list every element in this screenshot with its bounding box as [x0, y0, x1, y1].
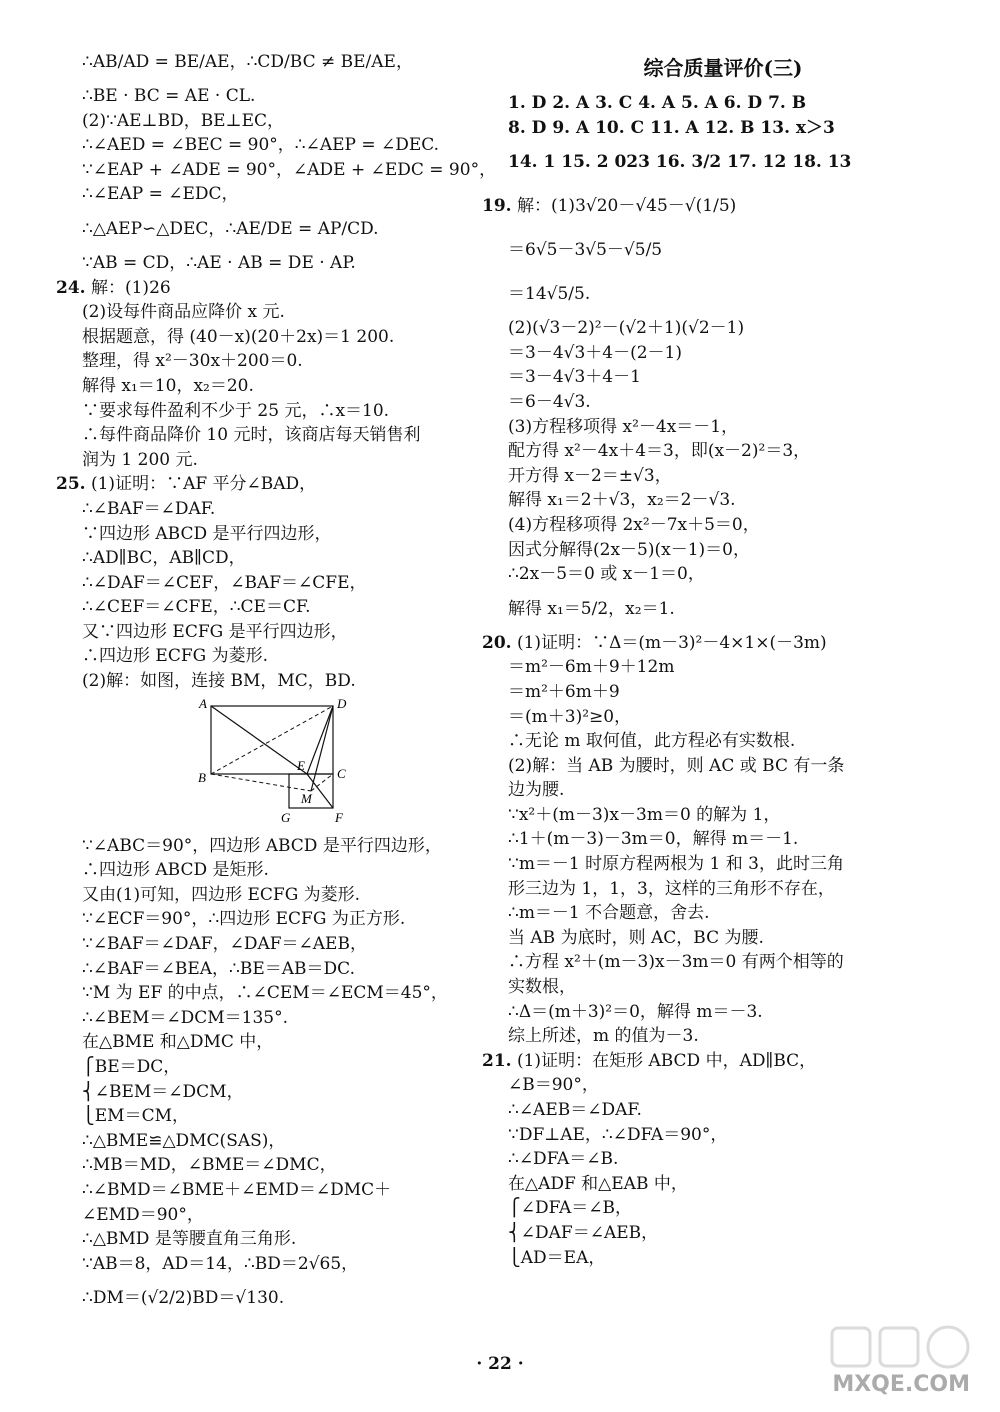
label-D: D — [337, 697, 347, 711]
text-line: ＝6－4√3. — [508, 391, 591, 412]
text-line: ∴∠DFA＝∠B. — [508, 1149, 619, 1170]
text-line: 根据题意，得 (40－x)(20＋2x)＝1 200. — [82, 326, 395, 347]
text-line: (1)证明：∵AF 平分∠BAD， — [90, 474, 317, 495]
answer-key-line: 14. 1 15. 2 023 16. 3/2 17. 12 18. 13 — [508, 152, 852, 173]
text-line: ∴四边形 ECFG 为菱形. — [82, 646, 269, 667]
label-A: A — [199, 697, 207, 711]
text-line: ∴△BME≌△DMC(SAS)， — [82, 1130, 286, 1151]
question-21 — [482, 1049, 938, 1270]
text-line: (3)方程移项得 x²－4x＝－1， — [508, 416, 739, 437]
text-line: ∴DM＝(√2/2)BD＝√130. — [82, 1288, 285, 1309]
question-number: 25. — [56, 474, 86, 495]
text-line: ∴∠CEF＝∠CFE，∴CE＝CF. — [82, 597, 311, 618]
text-line: 在△BME 和△DMC 中， — [82, 1032, 274, 1053]
text-line: ∵x²＋(m－3)x－3m＝0 的解为 1， — [508, 804, 781, 825]
text-line: ＝6√5－3√5－√5/5 — [508, 240, 663, 261]
text-line: ∴MB＝MD，∠BME＝∠DMC， — [82, 1155, 337, 1176]
text-line: ∵四边形 ABCD 是平行四边形， — [82, 523, 332, 544]
text-line: 解得 x₁＝10，x₂＝20. — [82, 375, 254, 396]
text-line: (2)(√3－2)²－(√2＋1)(√2－1) — [508, 318, 745, 339]
text-line: ∵AB＝8，AD＝14，∴BD＝2√65， — [82, 1253, 359, 1274]
text-line: ⎧∠DFA＝∠B， — [508, 1198, 632, 1219]
text-line: ∴∠BMD＝∠BME＋∠EMD＝∠DMC＋ — [82, 1179, 392, 1200]
text-line: (1)证明：∵Δ＝(m－3)²－4×1×(－3m) — [516, 632, 827, 653]
text-line: ∠B＝90°， — [508, 1075, 599, 1096]
text-line: ∴∠EAP = ∠EDC， — [82, 184, 239, 205]
page-number: · 22 · — [476, 1354, 524, 1374]
text-line: ⎧BE＝DC， — [82, 1057, 181, 1077]
text-line: ∵M 为 EF 的中点，∴∠CEM＝∠ECM＝45°， — [82, 983, 448, 1004]
text-line: ∠EMD＝90°， — [82, 1204, 204, 1225]
watermark-text: MXQE.COM — [832, 1372, 970, 1397]
text-line: ∴∠DAF＝∠CEF，∠BAF＝∠CFE， — [82, 572, 367, 593]
text-line: (2)解：如图，连接 BM，MC，BD. — [82, 671, 356, 692]
text-line: ⎨∠DAF＝∠AEB， — [508, 1222, 659, 1243]
question-number: 20. — [482, 632, 512, 653]
text-line: ⎩AD＝EA， — [508, 1247, 606, 1268]
text-line: 开方得 x－2＝±√3， — [508, 465, 672, 486]
geometry-figure — [197, 698, 357, 826]
text-line: ∵∠ECF＝90°，∴四边形 ECFG 为正方形. — [82, 909, 406, 930]
text-line: ∴∠BAF＝∠BEA，∴BE＝AB＝DC. — [82, 958, 355, 979]
label-M: M — [301, 790, 312, 806]
text-line: ∴2x－5＝0 或 x－1＝0， — [508, 564, 705, 585]
text-line: ∴每件商品降价 10 元时，该商店每天销售利 — [82, 425, 421, 446]
question-20 — [482, 631, 938, 1049]
text-line: ∴△AEP∽△DEC，∴AE/DE = AP/CD. — [82, 218, 379, 239]
text-line: ＝m²＋6m＋9 — [508, 681, 620, 702]
text-line: ∴方程 x²＋(m－3)x－3m＝0 有两个相等的 — [508, 952, 844, 973]
text-line: ∴m＝－1 不合题意，舍去. — [508, 903, 710, 924]
text-line: (2)解：当 AB 为腰时，则 AC 或 BC 有一条 — [508, 755, 845, 776]
question-25 — [56, 472, 552, 1320]
text-line: ⎨∠BEM＝∠DCM， — [82, 1081, 244, 1102]
answer-key-line: 1. D 2. A 3. C 4. A 5. A 6. D 7. B — [508, 93, 807, 113]
text-line: 在△ADF 和△EAB 中， — [508, 1173, 688, 1194]
text-line: (4)方程移项得 2x²－7x＋5＝0， — [508, 514, 760, 535]
question-number: 24. — [56, 277, 86, 298]
text-line: ∴∠AEB＝∠DAF. — [508, 1100, 642, 1120]
label-B: B — [198, 769, 206, 785]
text-line: 当 AB 为底时，则 AC，BC 为腰. — [508, 927, 764, 948]
text-line: ∵∠BAF＝∠DAF，∠DAF＝∠AEB， — [82, 934, 367, 955]
text-line: ∵∠ABC＝90°，四边形 ABCD 是平行四边形， — [82, 835, 442, 856]
text-line: 解得 x₁＝2＋√3，x₂＝2－√3. — [508, 490, 736, 511]
text-line: (1)证明：在矩形 ABCD 中，AD∥BC， — [516, 1050, 817, 1071]
text-line: 解：(1)26 — [90, 277, 171, 298]
label-C: C — [337, 765, 346, 781]
answer-key-line: 8. D 9. A 10. C 11. A 12. B 13. x＞3 — [508, 117, 835, 138]
question-number: 21. — [482, 1050, 512, 1071]
text-line: ＝3－4√3＋4－1 — [508, 367, 641, 388]
text-line: 整理，得 x²－30x＋200＝0. — [82, 351, 303, 372]
text-line: ∵AB = CD，∴AE · AB = DE · AP. — [82, 252, 356, 273]
text-line: ∴∠BEM＝∠DCM＝135°. — [82, 1007, 289, 1028]
text-line: ∴无论 m 取何值，此方程必有实数根. — [508, 731, 796, 752]
text-line: 综上所述，m 的值为－3. — [508, 1026, 699, 1047]
text-line: 边为腰. — [508, 780, 565, 801]
text-line: 又由(1)可知，四边形 ECFG 为菱形. — [82, 884, 361, 905]
text-line: 配方得 x²－4x＋4＝3，即(x－2)²＝3， — [508, 441, 811, 462]
text-line: ∴四边形 ABCD 是矩形. — [82, 860, 269, 881]
text-line: ＝14√5/5. — [508, 284, 591, 305]
question-19 — [482, 184, 938, 631]
question-number: 19. — [482, 196, 512, 217]
text-line: ∴∠BAF＝∠DAF. — [82, 498, 216, 519]
text-line: 因式分解得(2x－5)(x－1)＝0， — [508, 539, 750, 560]
text-line: ∴△BMD 是等腰直角三角形. — [82, 1229, 297, 1250]
text-line: ＝m²－6m＋9＋12m — [508, 657, 675, 678]
text-line: ∵要求每件盈利不少于 25 元，∴x＝10. — [82, 400, 390, 421]
text-line: ＝3－4√3＋4－(2－1) — [508, 342, 682, 363]
text-line: 又∵四边形 ECFG 是平行四边形， — [82, 621, 348, 642]
text-line: ∴AD∥BC，AB∥CD， — [82, 548, 246, 569]
text-line: ∴∠AED = ∠BEC = 90°，∴∠AEP = ∠DEC. — [82, 135, 440, 156]
text-line: ∴BE · BC = AE · CL. — [82, 86, 256, 106]
section-title: 综合质量评价(三) — [643, 56, 803, 80]
label-F: F — [335, 809, 343, 825]
text-line: 润为 1 200 元. — [82, 449, 198, 470]
text-line: ＝(m＋3)²≥0， — [508, 706, 632, 727]
text-line: ∵∠EAP + ∠ADE = 90°，∠ADE + ∠EDC = 90°， — [82, 159, 497, 180]
text-line: 形三边为 1，1，3，这样的三角形不存在， — [508, 878, 835, 899]
text-line: 实数根， — [508, 977, 576, 998]
text-line: 解：(1)3√20－√45－√(1/5) — [516, 196, 737, 217]
text-line: 解得 x₁＝5/2，x₂＝1. — [508, 598, 675, 619]
text-line: (2)∵AE⊥BD，BE⊥EC， — [82, 110, 284, 131]
text-line: ∴AB/AD = BE/AE，∴CD/BC ≠ BE/AE， — [82, 52, 413, 72]
label-E: E — [297, 757, 305, 773]
text-line: ∴1＋(m－3)－3m＝0，解得 m＝－1. — [508, 829, 799, 850]
text-line: ∵m＝－1 时原方程两根为 1 和 3，此时三角 — [508, 854, 844, 875]
text-line: (2)设每件商品应降价 x 元. — [82, 302, 285, 323]
text-line: ⎩EM＝CM， — [82, 1106, 189, 1127]
label-G: G — [281, 809, 291, 825]
left-column — [56, 40, 552, 1320]
right-column — [482, 40, 938, 1270]
question-24 — [56, 276, 552, 473]
text-line: ∴Δ＝(m＋3)²＝0，解得 m＝－3. — [508, 1001, 763, 1022]
text-line: ∵DF⊥AE，∴∠DFA＝90°， — [508, 1124, 728, 1145]
